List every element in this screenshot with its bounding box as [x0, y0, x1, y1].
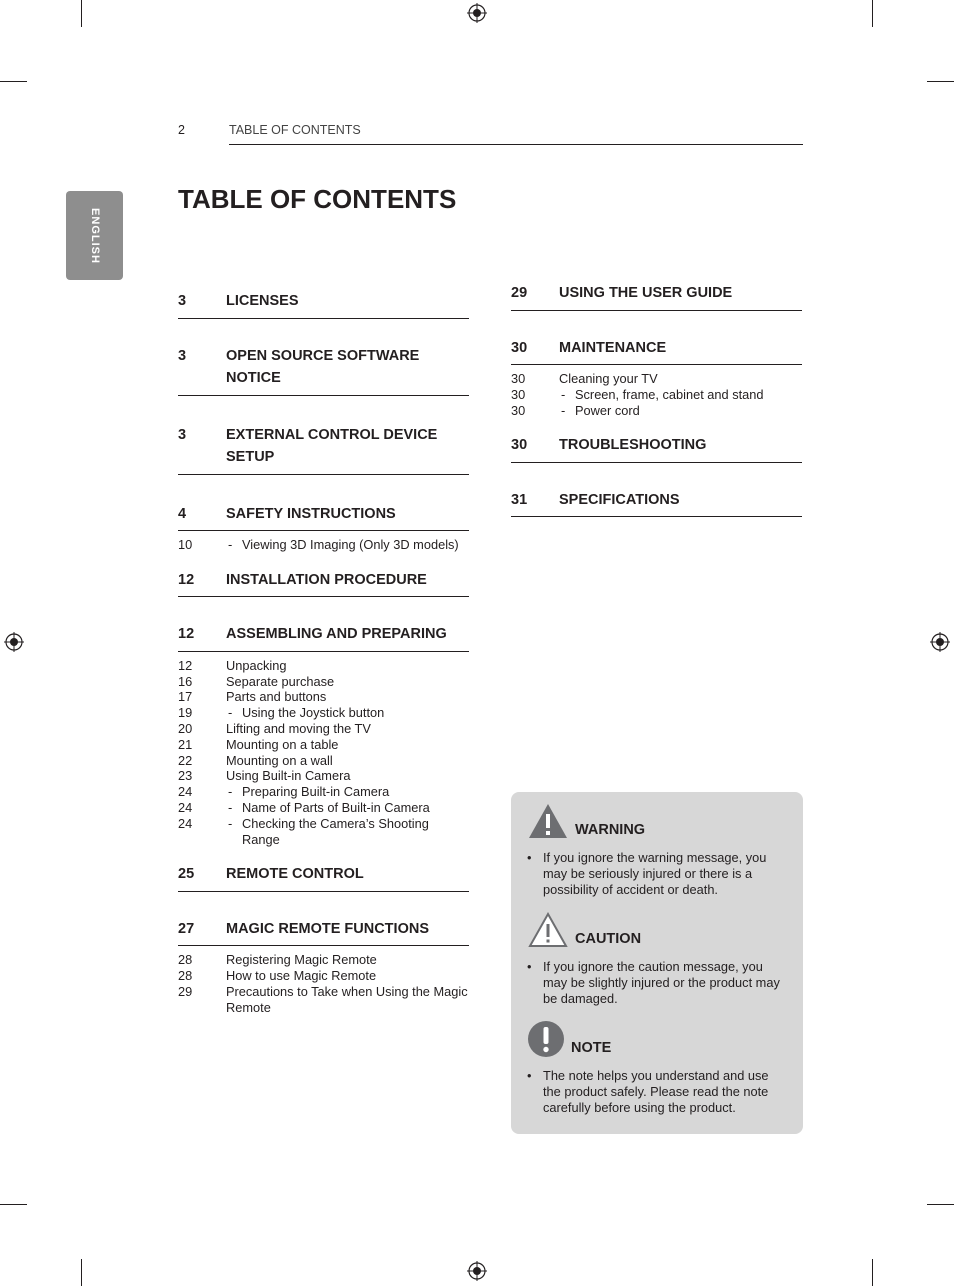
- toc-section-heading[interactable]: [511, 282, 802, 311]
- warning-notice: [527, 800, 789, 898]
- toc-sub-item[interactable]: [178, 689, 469, 705]
- toc-sub-item[interactable]: [178, 768, 469, 784]
- toc-sub-item[interactable]: [511, 387, 802, 403]
- caution-text: If you ignore the caution message, you may be slightly injured or the product may be damaged.: [543, 959, 780, 1006]
- toc-section-title: ASSEMBLING AND PREPARING: [226, 626, 447, 643]
- registration-mark-icon: [467, 1261, 487, 1281]
- toc-section: [511, 489, 802, 518]
- toc-sub-page: 10: [178, 537, 193, 552]
- toc-section-title: INSTALLATION PROCEDURE: [226, 571, 427, 588]
- toc-sub-item[interactable]: [178, 721, 469, 737]
- note-notice: [527, 1018, 789, 1116]
- toc-sub-page: 16: [178, 673, 193, 689]
- toc-sub-page: 28: [178, 968, 193, 984]
- toc-sub-page: 23: [178, 768, 193, 784]
- toc-sub-page: 20: [178, 720, 193, 736]
- toc-sub-dash: -: [228, 537, 233, 552]
- crop-mark: [0, 1204, 27, 1205]
- toc-sub-dash: -: [228, 705, 233, 721]
- toc-section: [178, 863, 469, 892]
- toc-sub-title: Viewing 3D Imaging (Only 3D models): [242, 537, 459, 552]
- toc-section: [178, 424, 469, 475]
- toc-sub-page: 24: [178, 815, 193, 831]
- toc-sub-page: 24: [178, 799, 193, 815]
- toc-sub-item[interactable]: [511, 371, 802, 387]
- toc-section-page: 29: [511, 285, 528, 301]
- warning-icon: [527, 802, 569, 840]
- caution-label: CAUTION: [575, 931, 642, 947]
- toc-section-page: 27: [178, 920, 195, 937]
- toc-section-heading[interactable]: [178, 290, 469, 319]
- toc-left-column: [178, 290, 469, 1032]
- toc-section: [178, 918, 469, 1016]
- toc-sub-title: Unpacking: [226, 657, 287, 673]
- toc-section-page: 30: [511, 339, 528, 356]
- toc-section-heading[interactable]: [511, 489, 802, 518]
- toc-sub-page: 19: [178, 705, 193, 721]
- toc-sub-title: Checking the Camera’s Shooting Range: [242, 815, 429, 847]
- registration-mark-icon: [467, 3, 487, 23]
- toc-sub-title: How to use Magic Remote: [226, 968, 377, 984]
- toc-sub-item[interactable]: [178, 784, 469, 800]
- toc-sub-dash: -: [228, 815, 233, 831]
- toc-sub-item[interactable]: [178, 952, 469, 968]
- toc-section-page: 25: [178, 866, 195, 883]
- toc-sub-title: Cleaning your TV: [559, 371, 658, 386]
- toc-section-title: MAGIC REMOTE FUNCTIONS: [226, 920, 429, 937]
- bullet: •: [527, 959, 532, 974]
- toc-section: [178, 569, 469, 598]
- toc-sub-list: [178, 652, 469, 848]
- note-label: NOTE: [571, 1040, 612, 1056]
- toc-sub-list: [178, 531, 469, 553]
- toc-sub-page: 12: [178, 657, 193, 673]
- toc-section-heading[interactable]: [178, 623, 469, 652]
- toc-sub-item[interactable]: [511, 403, 802, 419]
- toc-sub-item[interactable]: [178, 800, 469, 816]
- toc-section-title: TROUBLESHOOTING: [559, 437, 707, 454]
- toc-sub-item[interactable]: [178, 968, 469, 984]
- toc-sub-item[interactable]: [178, 658, 469, 674]
- toc-section: [178, 503, 469, 553]
- toc-sub-page: 17: [178, 689, 193, 705]
- toc-sub-list: [178, 946, 469, 1015]
- toc-sub-title: Screen, frame, cabinet and stand: [575, 386, 764, 402]
- bullet: •: [527, 1068, 532, 1083]
- crop-mark: [927, 81, 954, 82]
- caution-icon: [527, 911, 569, 949]
- toc-sub-page: 30: [511, 371, 526, 386]
- toc-sub-title: Power cord: [575, 402, 640, 418]
- toc-sub-item[interactable]: [178, 674, 469, 690]
- toc-section-title: MAINTENANCE: [559, 339, 667, 356]
- crop-mark: [872, 0, 873, 27]
- caution-notice: [527, 909, 789, 1007]
- toc-sub-dash: -: [228, 784, 233, 800]
- toc-section-heading[interactable]: [178, 503, 469, 532]
- toc-sub-title: Preparing Built-in Camera: [242, 784, 390, 800]
- crop-mark: [927, 1204, 954, 1205]
- notice-box: [511, 792, 803, 1134]
- toc-section-title: SPECIFICATIONS: [559, 491, 680, 508]
- toc-section: [511, 434, 802, 463]
- toc-sub-title: Registering Magic Remote: [226, 952, 377, 968]
- toc-sub-page: 30: [511, 402, 526, 418]
- crop-mark: [0, 81, 27, 82]
- toc-section-title: REMOTE CONTROL: [226, 866, 364, 883]
- toc-sub-dash: -: [561, 386, 566, 402]
- toc-sub-item[interactable]: [178, 537, 469, 553]
- toc-sub-item[interactable]: [178, 737, 469, 753]
- toc-section: [178, 290, 469, 319]
- toc-section-page: 31: [511, 491, 528, 508]
- registration-mark-icon: [4, 632, 24, 652]
- toc-section-title: USING THE USER GUIDE: [559, 285, 733, 301]
- note-icon: [527, 1020, 565, 1058]
- toc-section-heading[interactable]: [178, 918, 469, 947]
- toc-section-title: SAFETY INSTRUCTIONS: [226, 505, 396, 522]
- language-tab: [66, 191, 123, 280]
- registration-mark-icon: [930, 632, 950, 652]
- toc-sub-list: [511, 365, 802, 418]
- toc-section-page: 3: [178, 293, 187, 309]
- toc-sub-item[interactable]: [178, 984, 469, 1016]
- toc-sub-title: Lifting and moving the TV: [226, 720, 371, 736]
- toc-sub-page: 21: [178, 736, 193, 752]
- language-tab-label: ENGLISH: [88, 207, 101, 264]
- page-title: TABLE OF CONTENTS: [178, 184, 457, 214]
- toc-section-title: OPEN SOURCE SOFTWARE NOTICE: [226, 347, 420, 386]
- toc-section-page: 12: [178, 626, 195, 643]
- toc-sub-page: 22: [178, 752, 193, 768]
- crop-mark: [81, 1259, 82, 1286]
- crop-mark: [872, 1259, 873, 1286]
- toc-section-page: 3: [178, 347, 187, 364]
- toc-sub-title: Name of Parts of Built-in Camera: [242, 799, 430, 815]
- toc-section: [178, 623, 469, 847]
- toc-section-page: 30: [511, 437, 528, 454]
- bullet: •: [527, 850, 532, 865]
- toc-sub-dash: -: [228, 799, 233, 815]
- toc-section-title: EXTERNAL CONTROL DEVICE SETUP: [226, 426, 438, 465]
- toc-section: [178, 345, 469, 396]
- toc-sub-title: Using the Joystick button: [242, 705, 385, 721]
- toc-section: [511, 282, 802, 311]
- toc-sub-item[interactable]: [178, 816, 469, 848]
- toc-sub-title: Mounting on a table: [226, 736, 339, 752]
- note-text: The note helps you understand and use the product safely. Please read the note carefully before using the product.: [543, 1068, 769, 1115]
- toc-right-column: [511, 282, 802, 543]
- toc-sub-item[interactable]: [178, 705, 469, 721]
- toc-section-heading[interactable]: [178, 863, 469, 892]
- toc-section-title: LICENSES: [226, 293, 299, 309]
- toc-sub-dash: -: [561, 402, 566, 418]
- toc-sub-title: Parts and buttons: [226, 689, 327, 705]
- warning-text: If you ignore the warning message, you may be seriously injured or there is a possibility of accident or death.: [543, 850, 767, 897]
- toc-sub-page: 29: [178, 983, 193, 999]
- running-header-title: TABLE OF CONTENTS: [229, 123, 361, 137]
- toc-section-page: 4: [178, 505, 187, 522]
- toc-section: [511, 337, 802, 419]
- toc-section-heading[interactable]: [178, 424, 469, 475]
- toc-sub-page: 30: [511, 386, 526, 402]
- toc-sub-item[interactable]: [178, 753, 469, 769]
- toc-section-heading[interactable]: [511, 337, 802, 366]
- toc-sub-page: 28: [178, 952, 193, 968]
- crop-mark: [81, 0, 82, 27]
- toc-section-page: 3: [178, 426, 187, 443]
- toc-sub-title: Using Built-in Camera: [226, 768, 351, 784]
- toc-sub-title: Separate purchase: [226, 673, 335, 689]
- warning-label: WARNING: [575, 822, 646, 838]
- toc-sub-title: Precautions to Take when Using the Magic Remote: [226, 983, 468, 1015]
- toc-sub-page: 24: [178, 784, 193, 800]
- toc-section-heading[interactable]: [511, 434, 802, 463]
- toc-section-page: 12: [178, 571, 195, 588]
- toc-section-heading[interactable]: [178, 569, 469, 598]
- header-divider: [229, 144, 803, 145]
- page-number: 2: [178, 123, 185, 137]
- toc-sub-title: Mounting on a wall: [226, 752, 333, 768]
- toc-section-heading[interactable]: [178, 345, 469, 396]
